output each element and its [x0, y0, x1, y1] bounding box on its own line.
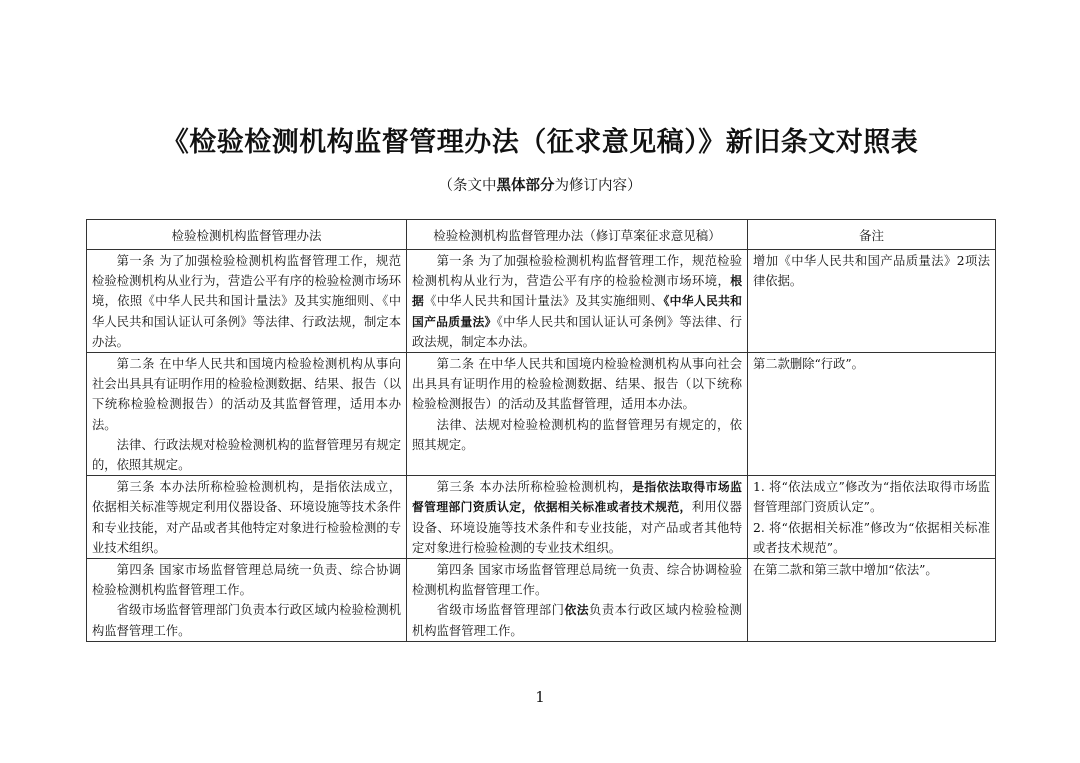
row4-new-p2-a: 省级市场监督管理部门 [436, 603, 565, 618]
row2-old [87, 353, 407, 476]
table-row [87, 353, 996, 476]
row3-new-a: 第三条 本办法所称检验检测机构， [436, 480, 633, 495]
row2-note-text: 第二款删除“行政”。 [753, 357, 864, 372]
document-title: 《检验检测机构监督管理办法（征求意见稿）》新旧条文对照表 [161, 127, 919, 158]
table-header-row [87, 220, 996, 250]
header-note: 备注 [748, 220, 996, 250]
row3-note [748, 476, 996, 559]
row1-new-e: 《中华人民共和国认证认可条例》等法律、行政法规，制定本办法。 [412, 314, 742, 349]
row1-new-c: 《中华人民共和国计量法》及其实施细则、 [424, 294, 664, 309]
document-subtitle [0, 174, 1080, 195]
table-row [87, 559, 996, 642]
row4-note-text: 在第二款和第三款中增加“依法”。 [753, 563, 938, 578]
row3-note-1: 1. 将“依法成立”修改为“指依法取得市场监督管理部门资质认定”。 [753, 480, 990, 515]
row1-note-text: 增加《中华人民共和国产品质量法》2项法律依据。 [753, 254, 990, 289]
row1-new [407, 250, 748, 353]
row1-new-text [412, 251, 742, 352]
row4-old [87, 559, 407, 642]
subtitle-prefix: （条文中 [438, 178, 497, 194]
row4-new-p2 [412, 600, 742, 640]
table-row [87, 250, 996, 353]
row4-new-p1: 第四条 国家市场监督管理总局统一负责、综合协调检验检测机构监督管理工作。 [412, 563, 742, 598]
subtitle-suffix: 为修订内容） [554, 178, 642, 194]
row3-new-bold: 是指依法取得市场监督管理部门资质认定，依据相关标准或者技术规范， [412, 480, 742, 515]
row1-old [87, 250, 407, 353]
row3-new [407, 476, 748, 559]
page-number: 1 [535, 688, 545, 706]
row4-note [748, 559, 996, 642]
row1-old-text: 第一条 为了加强检验检测机构监督管理工作，规范检验检测机构从业行为，营造公平有序的检验检测市场环境，依照《中华人民共和国计量法》及其实施细则、《中华人民共和国认证认可条例》等法律、行政法规，制定本办法。 [92, 254, 401, 349]
header-old: 检验检测机构监督管理办法 [87, 220, 407, 250]
row2-note [748, 353, 996, 476]
row1-new-bold-1: 根据 [412, 274, 742, 309]
table-row [87, 476, 996, 559]
row3-old-text: 第三条 本办法所称检验检测机构，是指依法成立，依据相关标准等规定利用仪器设备、环境设施等技术条件和专业技能，对产品或者其他特定对象进行检验检测的专业技术组织。 [92, 480, 401, 555]
row4-new-p2-c: 负责本行政区域内检验检测机构监督管理工作。 [412, 603, 742, 638]
row1-new-bold-2: 《中华人民共和国产品质量法》 [412, 294, 742, 329]
row2-old-p1: 第二条 在中华人民共和国境内检验检测机构从事向社会出具具有证明作用的检验检测数据、结果、报告（以下统称检验检测报告）的活动及其监督管理，适用本办法。 [92, 357, 401, 432]
row1-new-a: 第一条 为了加强检验检测机构监督管理工作，规范检验检测机构从业行为，营造公平有序的检验检测市场环境， [412, 254, 742, 289]
row3-note-2: 2. 将“依据相关标准”修改为“依据相关标准或者技术规范”。 [753, 520, 990, 555]
header-new: 检验检测机构监督管理办法（修订草案征求意见稿） [407, 220, 748, 250]
row3-old [87, 476, 407, 559]
row4-old-p1: 第四条 国家市场监督管理总局统一负责、综合协调检验检测机构监督管理工作。 [92, 563, 401, 598]
row2-new-p2: 法律、法规对检验检测机构的监督管理另有规定的，依照其规定。 [412, 417, 742, 452]
row3-new-text [412, 477, 742, 558]
row4-new [407, 559, 748, 642]
row3-new-c: 利用仪器设备、环境设施等技术条件和专业技能，对产品或者其他特定对象进行检验检测的专业技术组织。 [412, 500, 742, 555]
row4-old-p2: 省级市场监督管理部门负责本行政区域内检验检测机构监督管理工作。 [92, 603, 401, 638]
row2-new [407, 353, 748, 476]
row2-old-p2: 法律、行政法规对检验检测机构的监督管理另有规定的，依照其规定。 [92, 437, 401, 473]
comparison-table [86, 219, 996, 642]
row4-new-bold: 依法 [564, 603, 590, 618]
subtitle-bold: 黑体部分 [496, 178, 555, 194]
row2-new-p1: 第二条 在中华人民共和国境内检验检测机构从事向社会出具具有证明作用的检验检测数据、结果、报告（以下统称检验检测报告）的活动及其监督管理，适用本办法。 [412, 357, 742, 412]
row1-note [748, 250, 996, 353]
